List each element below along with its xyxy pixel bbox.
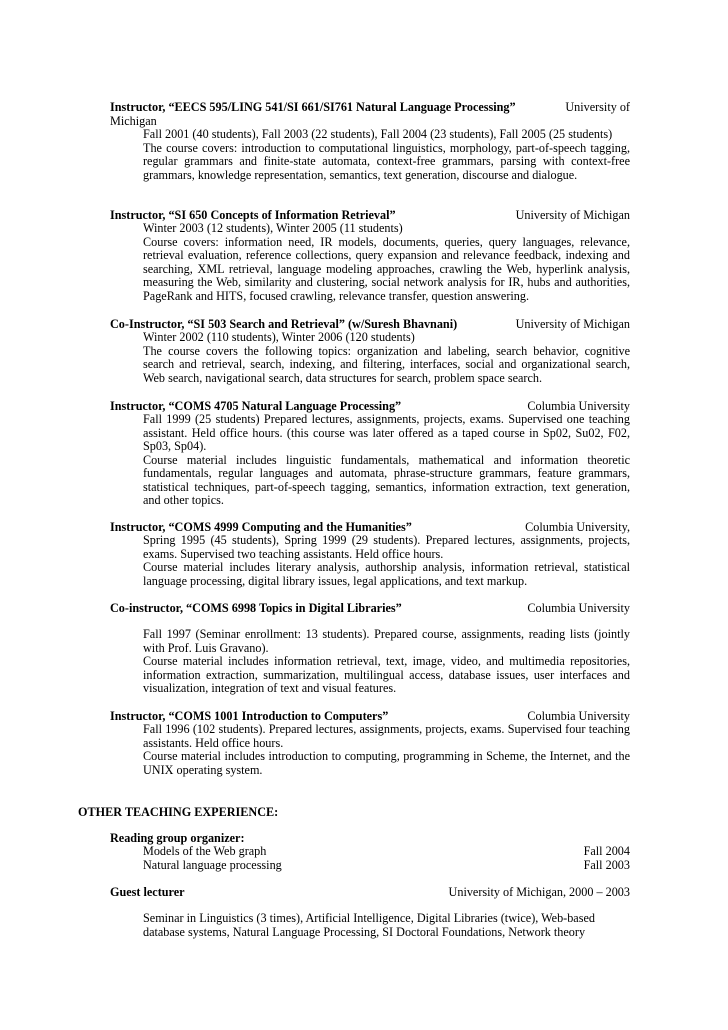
course-terms: Fall 2001 (40 students), Fall 2003 (22 students), Fall 2004 (23 students), Fall 2005 (25 students) [143,127,613,141]
guest-lecturer-description: Seminar in Linguistics (3 times), Artificial Intelligence, Digital Libraries (twice), Web-based database systems, Natural Language Processing, SI Doctoral Foundations, Network theory [143,911,595,939]
course-terms: Fall 1999 (25 students) Prepared lectures, assignments, projects, exams. Supervised one teaching assistant. Held office hours. (this course was later offered as a taped course in Sp02, Su02, F02, Sp03, Sp04). [143,412,630,453]
course-description: Course covers: information need, IR models, documents, queries, query languages, relevance, retrieval evaluation, reference collections, query expansion and relevance feedback, indexing and searching, XML retrieval, language modeling approaches, crawling the Web, hyperlink analysis, measuring the Web, similarity and clustering, social network analysis for IR, hubs and authorities, PageRank and HITS, focused crawling, relevance transfer, question answering. [143,234,630,303]
course-description: Course material includes information retrieval, text, image, video, and multimedia repositories, information extraction, summarization, multilingual access, database issues, user interfaces and visualization, integration of text and visual features. [143,654,630,695]
course-heading [110,709,630,723]
reading-group-list [143,845,630,872]
course-body [143,413,630,508]
course-entry [110,208,630,303]
course-entry [110,520,630,588]
course-title: Instructor, “COMS 1001 Introduction to Computers” [110,709,389,723]
course-heading [110,520,630,534]
reading-group-topic: Natural language processing [143,857,282,872]
course-institution: University of Michigan [515,317,630,331]
course-institution: University of [565,100,630,114]
course-entry [110,709,630,777]
guest-lecturer-heading [110,885,630,899]
course-terms: Winter 2003 (12 students), Winter 2005 (11 students) [143,221,403,235]
course-terms: Fall 1997 (Seminar enrollment: 13 students). Prepared course, assignments, reading lists (jointly with Prof. Luis Gravano). [143,627,630,655]
course-heading [110,399,630,413]
guest-lecturer-body [143,912,630,939]
course-terms: Winter 2002 (110 students), Winter 2006 (120 students) [143,330,415,344]
course-description: The course covers the following topics: organization and labeling, search behavior, cognitive search and retrieval, search, indexing, and filtering, interfaces, social and organizational search, Web search, navigational search, data structures for search, problem space search. [143,343,630,385]
course-terms: Spring 1995 (45 students), Spring 1999 (29 students). Prepared lectures, assignments, projects, exams. Supervised two teaching assistants. Held office hours. [143,533,630,561]
course-body [143,534,630,588]
course-entry [110,601,630,696]
course-institution: University of Michigan [515,208,630,222]
guest-lecturer-institution: University of Michigan, 2000 – 2003 [448,885,630,899]
course-institution: Columbia University [527,709,630,723]
course-institution: Columbia University, [525,520,630,534]
course-title: Co-Instructor, “SI 503 Search and Retrieval” (w/Suresh Bhavnani) [110,317,458,331]
reading-group-term: Fall 2004 [583,844,630,858]
course-heading [110,100,630,114]
course-terms: Fall 1996 (102 students). Prepared lectures, assignments, projects, exams. Supervised four teaching assistants. Held office hours. [143,722,630,750]
course-institution: Columbia University [527,601,630,615]
course-body [143,331,630,385]
course-heading [110,208,630,222]
course-description: Course material includes literary analysis, authorship analysis, information retrieval, statistical language processing, digital library issues, legal applications, and text markup. [143,560,630,588]
course-heading [110,317,630,331]
course-body [143,128,630,182]
course-entry [110,100,630,182]
course-title: Instructor, “EECS 595/LING 541/SI 661/SI761 Natural Language Processing” [110,100,516,114]
reading-group-term: Fall 2003 [583,857,630,872]
guest-lecturer-title: Guest lecturer [110,885,185,899]
course-description: The course covers: introduction to computational linguistics, morphology, part-of-speech tagging, regular grammars and finite-state automata, context-free grammars, parsing with context-free grammars, knowledge representation, semantics, text generation, discourse and dialogue. [143,140,630,182]
reading-group-topic: Models of the Web graph [143,844,267,858]
course-description: Course material includes linguistic fundamentals, mathematical and information theoretic fundamentals, regular languages and automata, phrase-structure grammars, feature grammars, statistical techniques, part-of-speech tagging, semantics, information extraction, text generation, and other topics. [143,452,630,507]
guest-lecturer-entry [110,885,630,939]
reading-group-heading [110,831,630,845]
reading-group-title: Reading group organizer: [110,831,245,845]
course-title: Co-instructor, “COMS 6998 Topics in Digital Libraries” [110,601,402,615]
section-heading: OTHER TEACHING EXPERIENCE: [78,805,279,819]
course-entry [110,399,630,508]
course-description: Course material includes introduction to computing, programming in Scheme, the Internet, and the UNIX operating system. [143,749,630,777]
course-heading [110,601,630,615]
course-entry [110,317,630,385]
course-title: Instructor, “COMS 4999 Computing and the Humanities” [110,520,412,534]
course-body [143,628,630,696]
reading-group-entry [110,831,630,872]
list-item [143,859,630,873]
course-title: Instructor, “SI 650 Concepts of Information Retrieval” [110,208,396,222]
list-item [143,845,630,859]
course-institution: Columbia University [527,399,630,413]
course-body [143,222,630,303]
course-title: Instructor, “COMS 4705 Natural Language Processing” [110,399,402,413]
course-institution-continued: Michigan [110,114,157,128]
course-body [143,723,630,777]
